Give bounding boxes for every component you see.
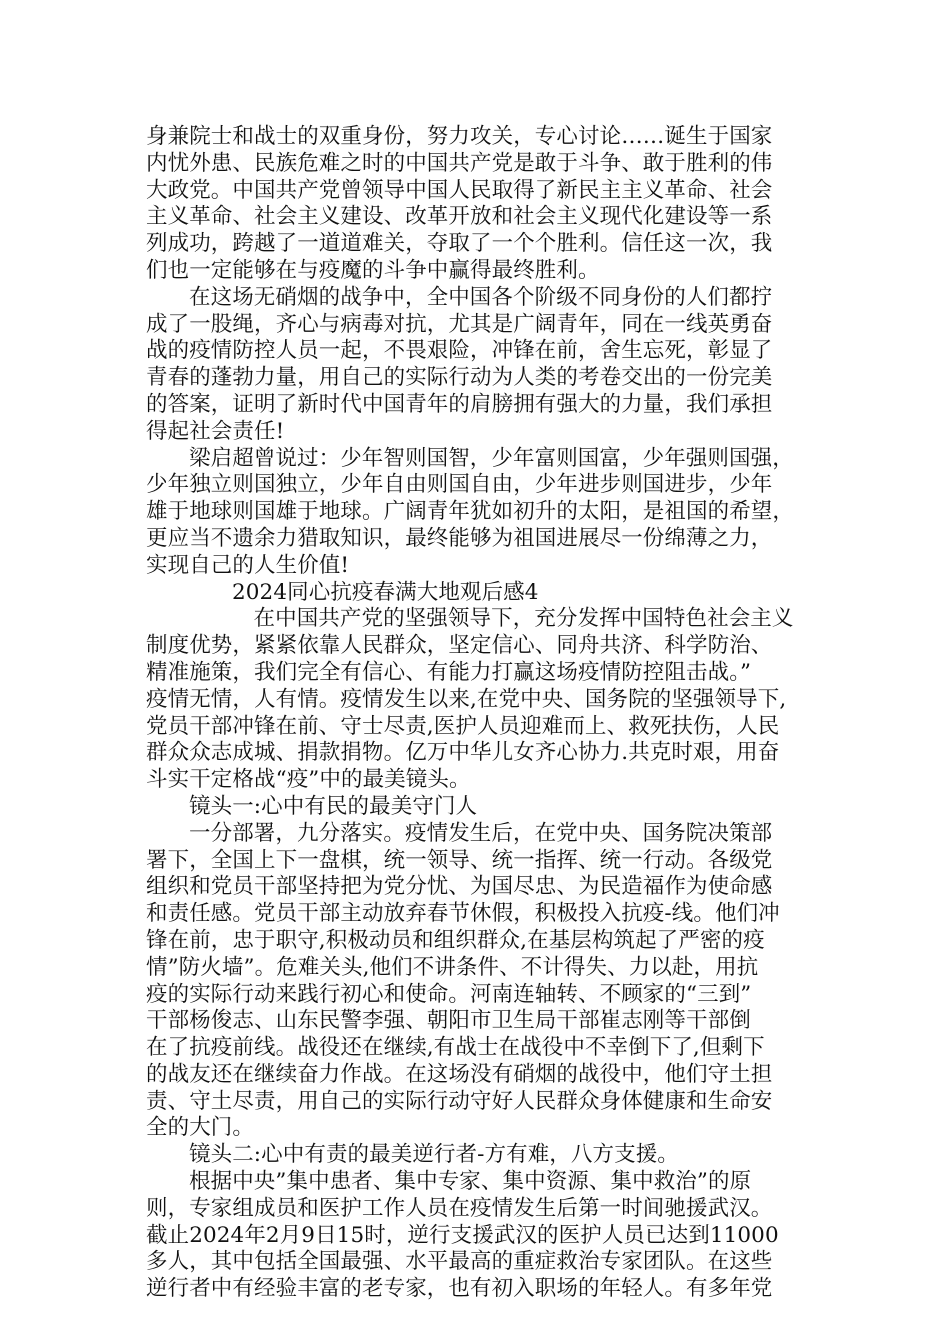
text-line: 战的疫情防控人员一起，不畏艰险，冲锋在前，舍生忘死，彰显了: [146, 338, 773, 364]
text-line: 锋在前，忠于职守,积极动员和组织群众,在基层构筑起了严密的疫: [146, 927, 765, 953]
text-line: 根据中央”集中患者、集中专家、集中资源、集中救治”的原: [189, 1169, 752, 1195]
text-line: 主义革命、社会主义建设、改革开放和社会主义现代化建设等一系: [146, 204, 773, 230]
text-line: 群众众志成城、捐款捐物。亿万中华儿女齐心协力.共克时艰，用奋: [146, 740, 780, 766]
text-line: 在了抗疫前线。战役还在继续,有战士在战役中不幸倒下了,但剩下: [146, 1035, 765, 1061]
text-line: 身兼院士和战士的双重身份，努力攻关，专心讨论……诞生于国家: [146, 124, 773, 149]
text-line: 青春的蓬勃力量，用自己的实际行动为人类的考卷交出的一份完美: [146, 365, 773, 391]
text-line: 的答案，证明了新时代中国青年的肩膀拥有强大的力量，我们承担: [146, 391, 773, 417]
text-line: 制度优势，紧紧依靠人民群众，坚定信心、同舟共济、科学防治、: [146, 633, 773, 659]
text-line: 列成功，跨越了一道道难关，夺取了一个个胜利。信任这一次，我: [146, 231, 773, 257]
text-line: 情”防火墙”。危难关头,他们不讲条件、不计得失、力以赴，用抗: [146, 954, 759, 980]
text-line: 截止2024年2月9日15时，逆行支援武汉的医护人员已达到11000: [146, 1222, 779, 1248]
section-heading: 2024同心抗疫春满大地观后感4: [232, 579, 539, 605]
document-body: [146, 124, 846, 1303]
text-line: 内忧外患、民族危难之时的中国共产党是敢于斗争、敢于胜利的伟: [146, 150, 773, 176]
text-line: 更应当不遗余力猎取知识，最终能够为祖国进展尽一份绵薄之力，: [146, 525, 773, 551]
text-line: 和责任感。党员干部主动放弃春节休假，积极投入抗疫-线。他们冲: [146, 901, 780, 927]
text-line: 大政党。中国共产党曾领导中国人民取得了新民主主义革命、社会: [146, 177, 773, 203]
text-line: 党员干部冲锋在前、守士尽责,医护人员迎难而上、救死扶伤，人民: [146, 713, 780, 739]
text-line: 署下，全国上下一盘棋，统一领导、统一指挥、统一行动。各级党: [146, 847, 773, 873]
text-line: 实现自己的人生价值!: [146, 552, 350, 578]
text-line: 雄于地球则国雄于地球。广阔青年犹如初升的太阳，是祖国的希望，: [146, 499, 795, 525]
text-line: 得起社会责任!: [146, 418, 285, 444]
text-line: 疫情无情，人有情。疫情发生以来,在党中央、国务院的坚强领导下,: [146, 686, 787, 712]
subheading: 镜头一:心中有民的最美守门人: [189, 793, 478, 819]
text-line: 在中国共产党的坚强领导下，充分发挥中国特色社会主义: [253, 606, 794, 632]
text-line: 全的大门。: [146, 1115, 255, 1141]
text-line: 组织和党员干部坚持把为党分忧、为国尽忠、为民造福作为使命感: [146, 874, 773, 900]
text-line: 精准施策，我们完全有信心、有能力打赢这场疫情防控阻击战。”: [146, 659, 752, 685]
text-line: 们也一定能够在与疫魔的斗争中赢得最终胜利。: [146, 257, 600, 283]
text-line: 斗实干定格战“疫”中的最美镜头。: [146, 767, 471, 793]
text-line: 一分部署，九分落实。疫情发生后，在党中央、国务院决策部: [189, 820, 773, 846]
text-line: 少年独立则国独立，少年自由则国自由，少年进步则国进步，少年: [146, 472, 773, 498]
text-line: 疫的实际行动来践行初心和使命。河南连轴转、不顾家的“三到”: [146, 981, 752, 1007]
subheading: 镜头二:心中有责的最美逆行者-方有难，八方支援。: [189, 1142, 679, 1168]
text-line: 成了一股绳，齐心与病毒对抗，尤其是广阔青年，同在一线英勇奋: [146, 311, 773, 337]
text-line: 多人，其中包括全国最强、水平最高的重症救治专家团队。在这些: [146, 1249, 773, 1275]
text-line: 梁启超曾说过：少年智则国智，少年富则国富，少年强则国强，: [189, 445, 794, 471]
text-line: 逆行者中有经验丰富的老专家，也有初入职场的年轻人。有多年党: [146, 1276, 773, 1302]
text-line: 的战友还在继续奋力作战。在这场没有硝烟的战役中，他们守土担: [146, 1061, 773, 1087]
text-line: 责、守土尽责，用自己的实际行动守好人民群众身体健康和生命安: [146, 1088, 773, 1114]
text-line: 则，专家组成员和医护工作人员在疫情发生后第一时间驰援武汉。: [146, 1195, 773, 1221]
text-line: 在这场无硝烟的战争中，全中国各个阶级不同身份的人们都拧: [189, 284, 773, 310]
text-line: 干部杨俊志、山东民警李强、朝阳市卫生局干部崔志刚等干部倒: [146, 1008, 751, 1034]
